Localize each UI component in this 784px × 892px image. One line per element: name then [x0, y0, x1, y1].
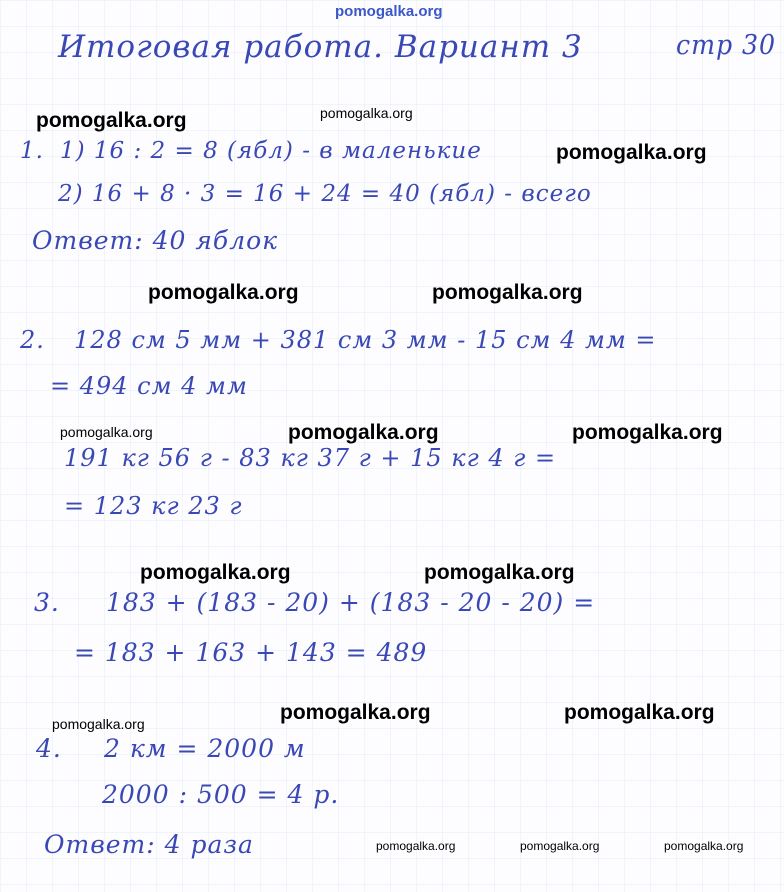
watermark: pomogalka.org [52, 716, 145, 732]
task1-answer: Ответ: 40 яблок [32, 226, 279, 255]
task3-line2: = 183 + 163 + 143 = 489 [74, 638, 428, 667]
watermark: pomogalka.org [520, 839, 600, 853]
watermark: pomogalka.org [60, 424, 153, 440]
watermark: pomogalka.org [320, 105, 413, 121]
task1-step2: 2) 16 + 8 · 3 = 16 + 24 = 40 (ябл) - всего [58, 181, 592, 207]
watermark: pomogalka.org [664, 839, 744, 853]
task3-number: 3. [34, 588, 60, 617]
task2-line1: 128 см 5 мм + 381 см 3 мм - 15 см 4 мм = [74, 326, 657, 354]
task2-line3: 191 кг 56 г - 83 кг 37 г + 15 кг 4 г = [64, 444, 557, 472]
task4-number: 4. [36, 734, 62, 763]
watermark: pomogalka.org [572, 421, 723, 444]
watermark: pomogalka.org [376, 839, 456, 853]
page-heading: Итоговая работа. Вариант 3 [58, 29, 583, 65]
task4-answer: Ответ: 4 раза [44, 830, 254, 859]
task2-line4: = 123 кг 23 г [64, 492, 243, 520]
watermark: pomogalka.org [36, 109, 187, 132]
task4-line1: 2 км = 2000 м [104, 734, 306, 763]
watermark: pomogalka.org [564, 701, 715, 724]
task2-number: 2. [20, 326, 45, 354]
watermark: pomogalka.org [556, 141, 707, 164]
watermark: pomogalka.org [424, 561, 575, 584]
watermark: pomogalka.org [148, 281, 299, 304]
watermark-top: pomogalka.org [335, 3, 443, 20]
task2-line2: = 494 см 4 мм [50, 372, 248, 400]
watermark: pomogalka.org [140, 561, 291, 584]
task4-line2: 2000 : 500 = 4 р. [102, 780, 340, 809]
task1-number: 1. [20, 138, 44, 164]
task3-line1: 183 + (183 - 20) + (183 - 20 - 20) = [106, 588, 596, 617]
watermark: pomogalka.org [288, 421, 439, 444]
task1-step1: 1) 16 : 2 = 8 (ябл) - в маленькие [60, 138, 482, 164]
watermark: pomogalka.org [280, 701, 431, 724]
page-number: стр 30 [676, 30, 777, 61]
watermark: pomogalka.org [432, 281, 583, 304]
